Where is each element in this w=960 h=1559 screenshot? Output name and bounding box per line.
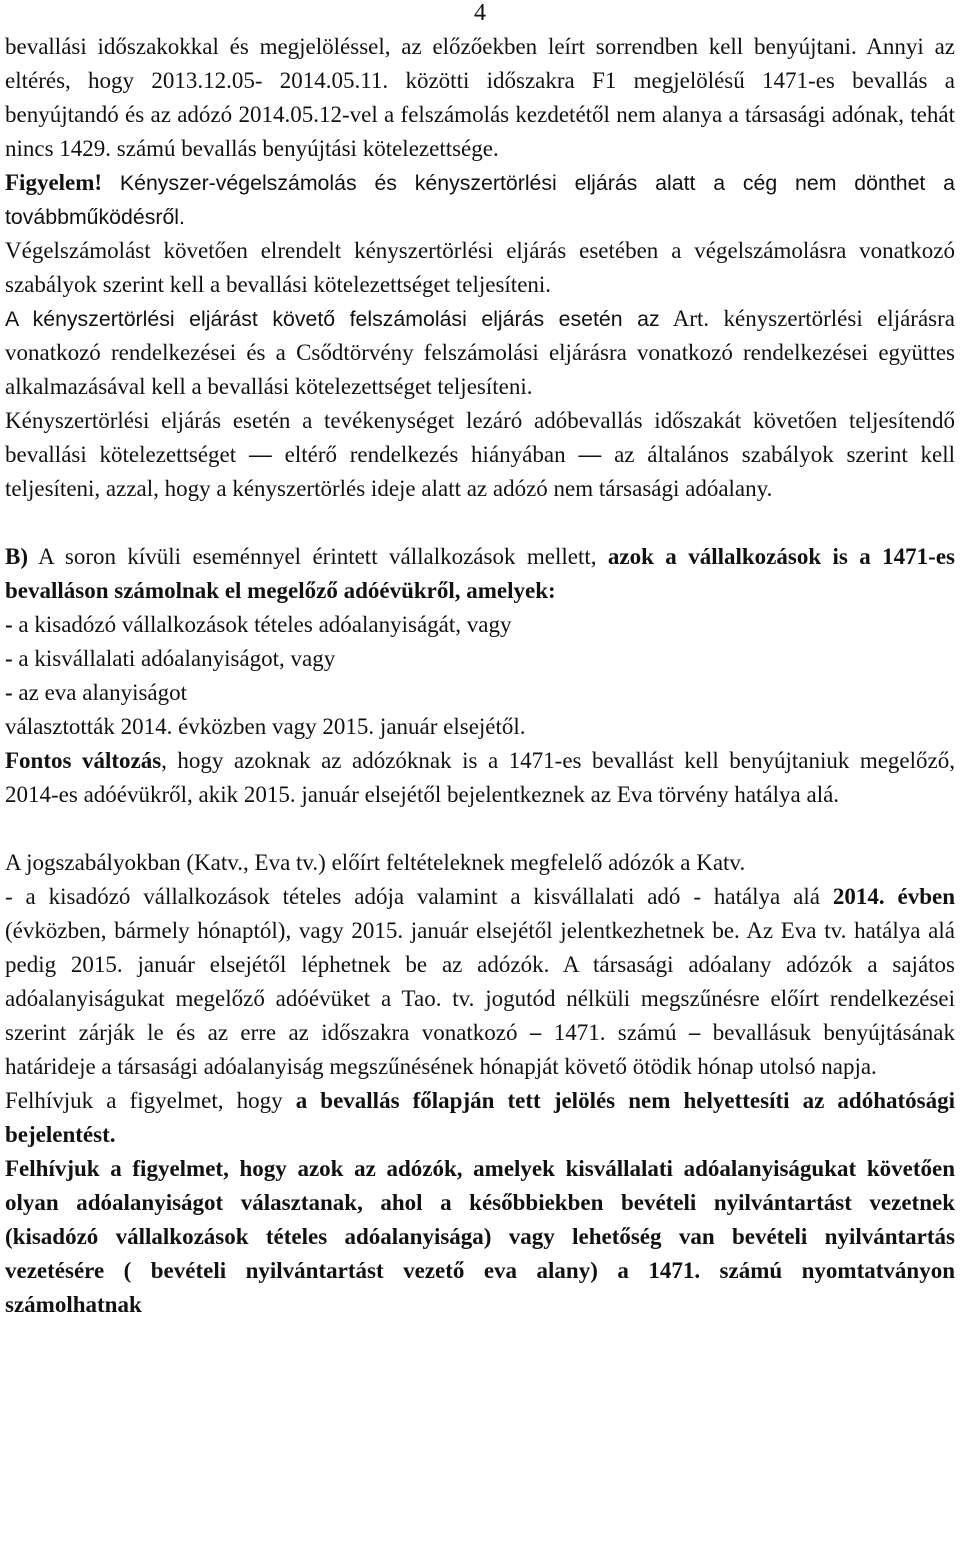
paragraph-vegelszamolas-text: Végelszámolást követően elrendelt kényszertörlési eljárás esetében a végelszámolásra vonatkozó szabályok szerint kell a bevallási kötelezettséget teljesíteni. <box>5 238 955 297</box>
list-item <box>5 608 955 642</box>
list-item-text: az eva alanyiságot <box>12 680 188 705</box>
list-dash: - <box>5 612 13 637</box>
list-item <box>5 676 955 710</box>
paragraph-valasztottak <box>5 710 955 744</box>
notice-lead: Felhívjuk a figyelmet, hogy <box>5 1088 296 1113</box>
list-dash: - <box>5 646 13 671</box>
list-item-text: a kisvállalati adóalanyiságot, vagy <box>12 646 336 671</box>
list-item-text: a kisadózó vállalkozások tételes adóalanyiságát, vagy <box>12 612 512 637</box>
section-b-bold: azok a vállalkozások is a 1471-es bevalláson számolnak el megelőző adóévükről, amelyek: <box>5 544 955 603</box>
paragraph-tevekenyseg <box>5 404 955 506</box>
paragraph-jogszabalyok <box>5 846 955 880</box>
paragraph-valasztottak-text: választották 2014. évközben vagy 2015. január elsejétől. <box>5 714 526 739</box>
notice-bold: a bevallás főlapján tett jelölés nem helyettesíti az adóhatósági bejelentést. <box>5 1088 956 1147</box>
paragraph-vegelszamolas <box>5 234 955 302</box>
section-b-text: A soron kívüli eseménnyel érintett vállalkozások mellett, <box>28 544 608 569</box>
page-number: 4 <box>474 0 486 26</box>
paragraph-katv-lead: - a kisadózó vállalkozások tételes adója valamint a kisvállalati adó - hatálya alá <box>5 884 833 909</box>
paragraph-katv-bold: 2014. évben <box>832 884 955 909</box>
paragraph-felhivjuk-1 <box>5 1084 955 1152</box>
list-item <box>5 642 955 676</box>
paragraph-jogszabalyok-text: A jogszabályokban (Katv., Eva tv.) előírt feltételeknek megfelelő adózók a Katv. <box>5 850 746 875</box>
important-text: , hogy azoknak az adózóknak is a 1471-es bevallást kell benyújtaniuk megelőző, 2014-es adóévükről, akik 2015. január elsejétől bejelentkeznek az Eva törvény hatálya alá. <box>5 748 955 807</box>
paragraph-intro <box>5 30 955 166</box>
paragraph-intro-text: bevallási időszakokkal és megjelöléssel, az előzőekben leírt sorrendben kell benyújtani. Annyi az eltérés, hogy 2013.12.05- 2014.05.11. közötti időszakra F1 megjelölésű 1471-es bevallás a benyújtandó és az adózó 2014.05.12-vel a felszámolás kezdetétől nem alanya a társasági adónak, tehát nincs 1429. számú bevallás benyújtási kötelezettsége. <box>5 34 955 161</box>
list-dash: - <box>5 680 13 705</box>
paragraph-figyelem <box>5 166 955 234</box>
paragraph-katv-text: (évközben, bármely hónaptól), vagy 2015. január elsejétől jelentkezhetnek be. Az Eva tv. hatálya alá pedig 2015. január elsejétől léphetnek be az adózók. A társasági adóalany adózók a sajátos adóalanyiságukat megelőző adóévüket a Tao. tv. jogutód nélküli megszűnésre előírt rendelkezései szerint zárják le és az erre az időszakra vonatkozó ⎯ 1471. számú ⎯ bevallásuk benyújtásának határideje a társasági adóalanyiság megszűnésének hónapját követő ötödik hónap utolsó napja. <box>5 918 955 1079</box>
important-label: Fontos változás <box>5 748 162 773</box>
warning-text: Kényszer-végelszámolás és kényszertörlési eljárás alatt a cég nem dönthet a továbbműködésről. <box>5 171 955 229</box>
paragraph-b-section <box>5 540 955 608</box>
paragraph-felhivjuk-2 <box>5 1152 955 1322</box>
paragraph-kenyszertorles-lead: A kényszertörlési eljárást követő felszámolási eljárás esetén az <box>5 307 660 331</box>
document-body <box>5 30 955 1322</box>
section-b-label: B) <box>5 544 28 569</box>
paragraph-kenyszertorles-text: Art. kényszertörlési eljárásra vonatkozó rendelkezései és a Csődtörvény felszámolási eljárásra vonatkozó rendelkezései együttes alkalmazásával kell a bevallási kötelezettséget teljesíteni. <box>5 306 955 399</box>
paragraph-kenyszertorles <box>5 302 955 404</box>
paragraph-fontos <box>5 744 955 812</box>
paragraph-katv <box>5 880 955 1084</box>
warning-label: Figyelem! <box>5 170 103 195</box>
notice-2-bold: Felhívjuk a figyelmet, hogy azok az adózók, amelyek kisvállalati adóalanyiságukat követően olyan adóalanyiságot választanak, ahol a későbbiekben bevételi nyilvántartást vezetnek (kisadózó vállalkozások tételes adóalanyisága) vagy lehetőség van bevételi nyilvántartás vezetésére ( bevételi nyilvántartást vezető eva alany) a 1471. számú nyomtatványon számolhatnak <box>5 1156 955 1317</box>
paragraph-tevekenyseg-text: Kényszertörlési eljárás esetén a tevékenységet lezáró adóbevallás időszakát követően teljesítendő bevallási kötelezettséget ⎯⎯ eltérő rendelkezés hiányában ⎯⎯ az általános szabályok szerint kell teljesíteni, azzal, hogy a kényszertörlés ideje alatt az adózó nem társasági adóalany. <box>5 408 955 501</box>
